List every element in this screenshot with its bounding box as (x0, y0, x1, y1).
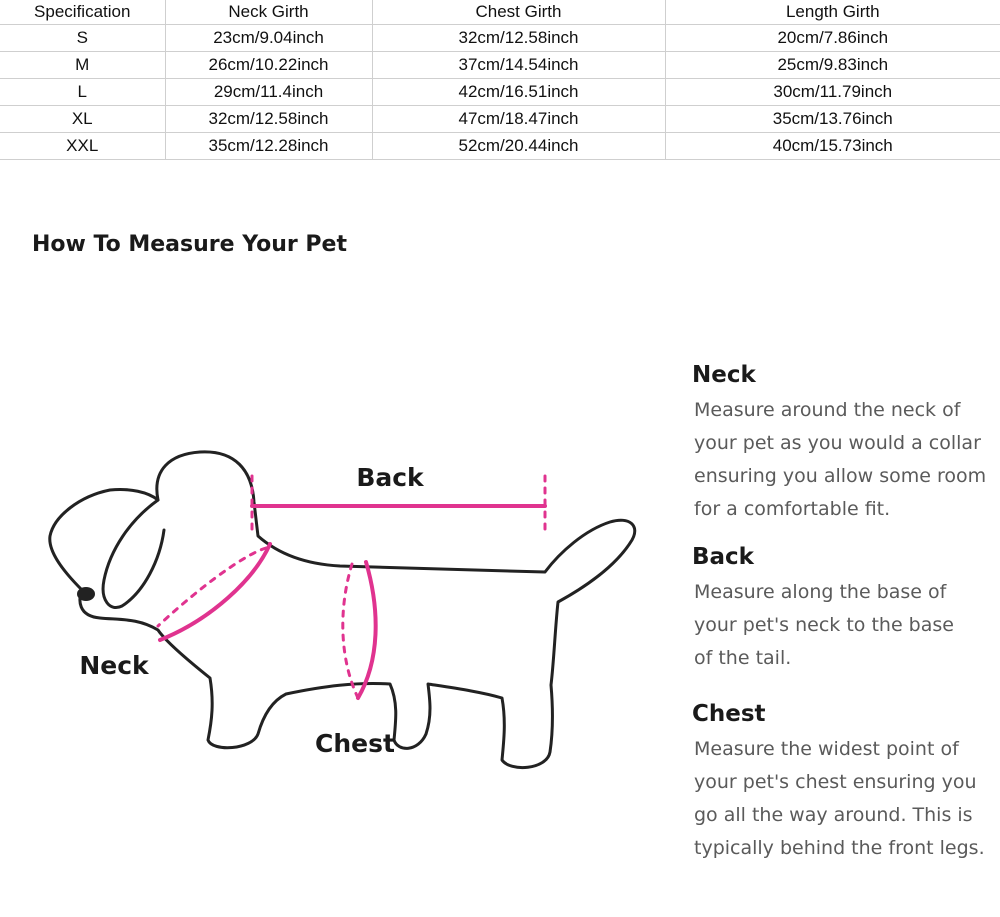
dog-nose (77, 587, 95, 601)
back-description (694, 576, 997, 675)
back-instructions (692, 544, 997, 675)
neck-heading: Neck (692, 362, 756, 388)
length-cell: 40cm/15.73inch (665, 133, 1000, 160)
text-line: your pet's neck to the base (694, 614, 954, 636)
chest-heading: Chest (692, 701, 766, 727)
back-heading: Back (692, 544, 754, 570)
text-line: typically behind the front legs. (694, 837, 985, 859)
text-line: Measure around the neck of (694, 399, 961, 421)
size-cell: M (0, 52, 165, 79)
header-specification: Specification (0, 0, 165, 25)
neck-cell: 32cm/12.58inch (165, 106, 372, 133)
neck-cell: 26cm/10.22inch (165, 52, 372, 79)
size-cell: XL (0, 106, 165, 133)
diagram-label-chest: Chest (315, 729, 395, 758)
table-row (0, 79, 1000, 106)
chest-cell: 52cm/20.44inch (372, 133, 665, 160)
text-line: of the tail. (694, 647, 792, 669)
dog-measurement-diagram (40, 440, 660, 810)
text-line: go all the way around. This is (694, 804, 973, 826)
length-cell: 35cm/13.76inch (665, 106, 1000, 133)
header-neck-girth: Neck Girth (165, 0, 372, 25)
size-cell: L (0, 79, 165, 106)
chest-cell: 47cm/18.47inch (372, 106, 665, 133)
chest-description (694, 733, 997, 865)
neck-cell: 29cm/11.4inch (165, 79, 372, 106)
table-row (0, 52, 1000, 79)
table-header-row (0, 0, 1000, 25)
text-line: ensuring you allow some room (694, 465, 987, 487)
length-cell: 25cm/9.83inch (665, 52, 1000, 79)
text-line: Measure the widest point of (694, 738, 959, 760)
table-row (0, 106, 1000, 133)
text-line: your pet as you would a collar (694, 432, 981, 454)
text-line: for a comfortable fit. (694, 498, 891, 520)
dog-outline (50, 452, 635, 768)
diagram-label-neck: Neck (79, 651, 149, 680)
neck-description (694, 394, 997, 526)
header-chest-girth: Chest Girth (372, 0, 665, 25)
guide-title: How To Measure Your Pet (32, 232, 347, 257)
size-cell: XXL (0, 133, 165, 160)
header-length-girth: Length Girth (665, 0, 1000, 25)
neck-instructions (692, 362, 997, 526)
chest-cell: 37cm/14.54inch (372, 52, 665, 79)
chest-cell: 32cm/12.58inch (372, 25, 665, 52)
size-chart-table (0, 0, 1000, 160)
table-row (0, 133, 1000, 160)
table-row (0, 25, 1000, 52)
length-cell: 20cm/7.86inch (665, 25, 1000, 52)
chest-cell: 42cm/16.51inch (372, 79, 665, 106)
chest-instructions (692, 701, 997, 865)
neck-cell: 35cm/12.28inch (165, 133, 372, 160)
dog-ear (103, 500, 164, 608)
text-line: Measure along the base of (694, 581, 947, 603)
length-cell: 30cm/11.79inch (665, 79, 1000, 106)
size-cell: S (0, 25, 165, 52)
neck-measure-loop (158, 544, 270, 640)
neck-cell: 23cm/9.04inch (165, 25, 372, 52)
chest-measure-loop (343, 562, 376, 698)
text-line: your pet's chest ensuring you (694, 771, 977, 793)
diagram-label-back: Back (356, 463, 424, 492)
